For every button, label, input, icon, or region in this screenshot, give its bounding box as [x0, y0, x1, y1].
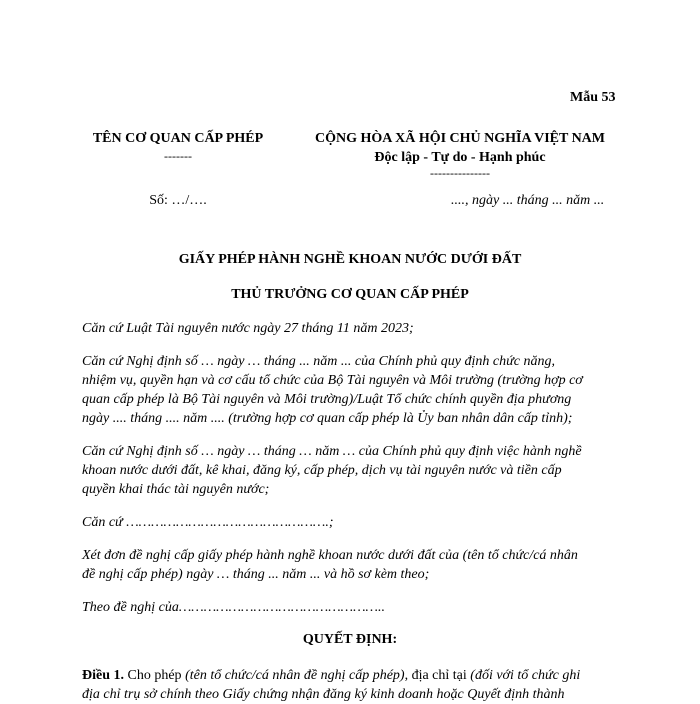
nation-name: CỘNG HÒA XÃ HỘI CHỦ NGHĨA VIỆT NAM	[314, 131, 605, 146]
agency-name: TÊN CƠ QUAN CẤP PHÉP	[92, 131, 264, 146]
article-1-text: , địa chỉ tại	[404, 668, 471, 683]
issuing-authority: THỦ TRƯỞNG CƠ QUAN CẤP PHÉP	[231, 287, 469, 302]
recital-decree-ministry	[82, 352, 622, 428]
decision-heading: QUYẾT ĐỊNH:	[302, 632, 398, 647]
recital-line: quan cấp phép là Bộ Tài nguyên và Môi trường)/Luật Tổ chức chính quyền địa phương	[82, 392, 572, 407]
document-number: Số: …/….	[149, 193, 207, 208]
recital-line: quyền khai thác tài nguyên nước;	[82, 482, 270, 497]
recital-application	[82, 546, 622, 584]
agency-divider: -------	[164, 149, 192, 163]
recital-line: Căn cứ Nghị định số … ngày … tháng … năm … của Chính phủ quy định việc hành nghề	[82, 444, 582, 459]
recital-line: ngày .... tháng .... năm .... (trường hợp cơ quan cấp phép là Ủy ban nhân dân cấp tỉnh);	[82, 411, 573, 426]
recital-line: khoan nước dưới đất, kê khai, đăng ký, cấp phép, dịch vụ tài nguyên nước và tiền cấp	[82, 463, 562, 478]
document-title: GIẤY PHÉP HÀNH NGHỀ KHOAN NƯỚC DƯỚI ĐẤT	[178, 252, 522, 267]
recital-line: Căn cứ ………………………………………….;	[82, 515, 334, 530]
recital-line: Căn cứ Luật Tài nguyên nước ngày 27 tháng 11 năm 2023;	[82, 321, 414, 336]
form-number: Mẫu 53	[570, 90, 616, 105]
article-1-text: Cho phép	[124, 668, 186, 683]
article-1-italic: (đối với tổ chức ghi	[470, 668, 581, 683]
recital-line: nhiệm vụ, quyền hạn và cơ cấu tổ chức của Bộ Tài nguyên và Môi trường (trường hợp cơ	[82, 373, 583, 388]
recital-line: Căn cứ Nghị định số … ngày … tháng ... năm ... của Chính phủ quy định chức năng,	[82, 354, 555, 369]
article-1	[82, 666, 580, 704]
issue-date: ...., ngày ... tháng ... năm ...	[451, 193, 605, 208]
motto-divider: ---------------	[430, 166, 490, 180]
recital-other	[82, 513, 622, 532]
recital-line: Theo đề nghị của…………………………………………..	[82, 600, 385, 615]
national-motto: Độc lập - Tự do - Hạnh phúc	[374, 150, 546, 165]
article-1-label: Điều 1.	[82, 668, 124, 683]
recital-law	[82, 319, 622, 338]
article-1-italic: (tên tổ chức/cá nhân đề nghị cấp phép)	[185, 668, 405, 683]
recital-line: đề nghị cấp phép) ngày … tháng ... năm ... và hồ sơ kèm theo;	[82, 567, 430, 582]
recital-line: Xét đơn đề nghị cấp giấy phép hành nghề khoan nước dưới đất của (tên tổ chức/cá nhân	[82, 548, 578, 563]
recital-decree-drilling	[82, 442, 622, 499]
recital-proposal	[82, 598, 622, 617]
article-1-line-2: địa chỉ trụ sở chính theo Giấy chứng nhận đăng ký kinh doanh hoặc Quyết định thành	[82, 687, 565, 702]
